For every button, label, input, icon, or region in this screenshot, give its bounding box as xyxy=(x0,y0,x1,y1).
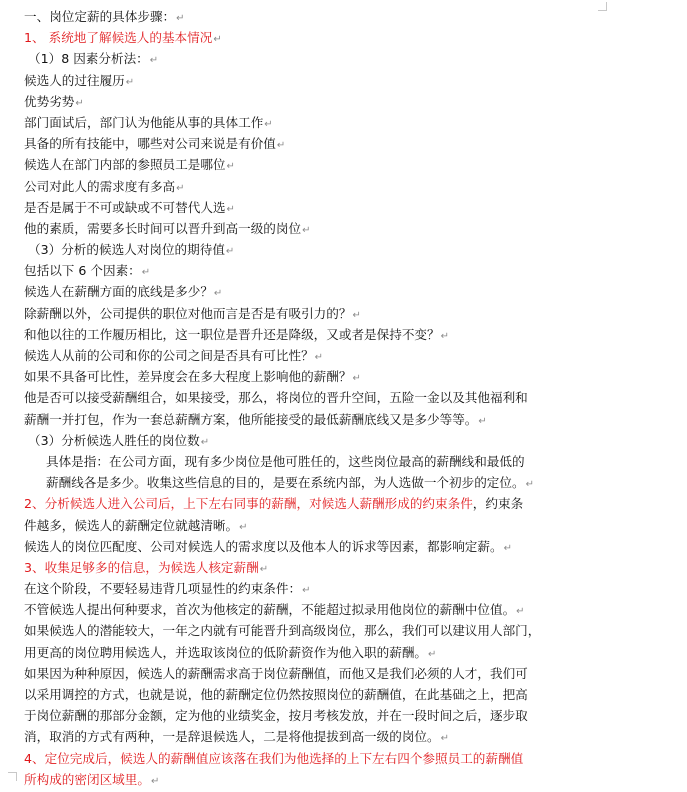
text-line xyxy=(24,112,584,133)
text-line xyxy=(24,303,584,324)
paragraph-mark-icon xyxy=(526,479,534,490)
text-line xyxy=(24,27,584,48)
line-text: 消，取消的方式有两种，一是辞退候选人，二是将他提拔到高一级的岗位。 xyxy=(24,729,440,745)
paragraph-mark-icon xyxy=(315,352,323,363)
text-line xyxy=(24,578,584,599)
paragraph-mark-icon xyxy=(516,606,524,617)
text-line xyxy=(24,472,584,493)
text-line xyxy=(24,493,584,514)
paragraph-mark-icon xyxy=(201,437,209,448)
paragraph-mark-icon xyxy=(277,140,285,151)
paragraph-mark-icon xyxy=(352,373,360,384)
line-text: 如果因为种种原因，候选人的薪酬需求高于岗位薪酬值，而他又是我们必须的人才，我们可 xyxy=(24,665,528,681)
text-line xyxy=(24,642,584,663)
text-continuation: ，约束条 xyxy=(472,496,524,512)
line-text: （3）分析的候选人对岗位的期待值 xyxy=(28,242,225,258)
paragraph-mark-icon xyxy=(75,98,83,109)
text-line xyxy=(24,48,584,69)
line-text: 薪酬一并打包，作为一套总薪酬方案，他所能接受的最低薪酬底线又是多少等等。 xyxy=(24,411,478,427)
line-text: 以采用调控的方式，也就是说，他的薪酬定位仍然按照岗位的薪酬值，在此基础之上，把高 xyxy=(24,687,528,702)
text-line xyxy=(24,769,584,790)
paragraph-mark-icon xyxy=(227,161,235,172)
paragraph-mark-icon xyxy=(151,776,159,787)
paragraph-mark-icon xyxy=(150,55,158,66)
text-line xyxy=(24,515,584,536)
paragraph-mark-icon xyxy=(227,204,235,215)
text-line xyxy=(24,6,584,27)
text-line xyxy=(24,218,584,239)
paragraph-mark-icon xyxy=(213,34,221,45)
line-text: 一、岗位定薪的具体步骤： xyxy=(24,9,176,24)
text-line xyxy=(24,324,584,345)
line-text: 不管候选人提出何种要求，首次为他核定的薪酬，不能超过拟录用他岗位的薪酬中位值。 xyxy=(24,602,516,618)
paragraph-mark-icon xyxy=(214,288,222,299)
text-line xyxy=(24,726,584,747)
line-text: 所构成的密闭区域里。 xyxy=(24,771,150,787)
line-text: 部门面试后，部门认为他能从事的具体工作 xyxy=(24,114,264,130)
line-text: 如果不具备可比性，差异度会在多大程度上影响他的薪酬？ xyxy=(24,369,352,385)
line-text: 候选人在薪酬方面的底线是多少？ xyxy=(24,284,213,300)
text-line xyxy=(24,620,584,641)
line-text: 公司对此人的需求度有多高 xyxy=(24,178,176,194)
text-line xyxy=(24,451,584,472)
line-text: 如果候选人的潜能较大，一年之内就有可能晋升到高级岗位，那么，我们可以建议用人部门， xyxy=(24,623,541,639)
text-line xyxy=(24,684,584,705)
text-line xyxy=(24,387,584,408)
line-text: 3、收集足够多的信息，为候选人核定薪酬 xyxy=(24,559,259,575)
text-line xyxy=(24,91,584,112)
line-text: 是否是属于不可或缺或不可替代人选 xyxy=(24,199,226,215)
line-text: 1、 系统地了解候选人的基本情况 xyxy=(24,30,213,46)
paragraph-mark-icon xyxy=(226,246,234,257)
text-line xyxy=(24,133,584,154)
line-text: 在这个阶段，不要轻易违背几项显性的约束条件： xyxy=(24,581,302,597)
paragraph-mark-icon xyxy=(302,225,310,236)
line-text: 薪酬线各是多少。收集这些信息的目的，是要在系统内部，为人选做一个初步的定位。 xyxy=(46,475,525,491)
line-text: （3）分析候选人胜任的岗位数 xyxy=(28,432,200,448)
line-text: 他是否可以接受薪酬组合，如果接受，那么，将岗位的晋升空间，五险一金以及其他福利和 xyxy=(24,390,528,406)
paragraph-mark-icon xyxy=(504,543,512,554)
text-line xyxy=(24,366,584,387)
paragraph-mark-icon xyxy=(264,119,272,130)
text-line xyxy=(24,281,584,302)
line-text: 具体是指：在公司方面，现有多少岗位是他可胜任的，这些岗位最高的薪酬线和最低的 xyxy=(46,453,525,469)
line-text: 和他以往的工作履历相比，这一职位是晋升还是降级，又或者是保持不变？ xyxy=(24,326,440,342)
text-line xyxy=(24,705,584,726)
line-text: 件越多，候选人的薪酬定位就越清晰。 xyxy=(24,517,239,533)
line-text: 候选人在部门内部的参照员工是哪位 xyxy=(24,157,226,173)
text-line xyxy=(24,430,584,451)
document-body xyxy=(24,6,584,790)
paragraph-mark-icon xyxy=(176,183,184,194)
line-text: 候选人的过往履历 xyxy=(24,72,125,88)
line-text: 候选人从前的公司和你的公司之间是否具有可比性？ xyxy=(24,348,314,363)
text-line xyxy=(24,260,584,281)
text-line xyxy=(24,536,584,557)
line-text: 候选人的岗位匹配度、公司对候选人的需求度以及他本人的诉求等因素，都影响定薪。 xyxy=(24,538,503,554)
text-line xyxy=(24,154,584,175)
paragraph-mark-icon xyxy=(142,267,150,278)
line-text: 4、定位完成后，候选人的薪酬值应该落在我们为他选择的上下左右四个参照员工的薪酬值 xyxy=(24,750,524,766)
text-line xyxy=(24,345,584,366)
text-line xyxy=(24,663,584,684)
paragraph-mark-icon xyxy=(302,585,310,596)
text-line xyxy=(24,557,584,578)
paragraph-mark-icon xyxy=(478,416,486,427)
paragraph-mark-icon xyxy=(428,649,436,660)
line-text: 除薪酬以外，公司提供的职位对他而言是否是有吸引力的？ xyxy=(24,305,352,321)
text-line xyxy=(24,197,584,218)
paragraph-mark-icon xyxy=(126,77,134,88)
text-line xyxy=(24,70,584,91)
margin-marker xyxy=(598,2,607,11)
text-line xyxy=(24,239,584,260)
line-text: （1）8 因素分析法： xyxy=(28,51,149,67)
line-text: 优势劣势 xyxy=(24,93,75,109)
text-line xyxy=(24,748,584,769)
text-line xyxy=(24,599,584,620)
paragraph-mark-icon xyxy=(352,310,360,321)
paragraph-mark-icon xyxy=(239,522,247,533)
paragraph-mark-icon xyxy=(441,733,449,744)
paragraph-mark-icon xyxy=(441,331,449,342)
paragraph-mark-icon xyxy=(260,564,268,575)
line-text: 包括以下 6 个因素： xyxy=(24,263,141,279)
highlighted-text: 2、分析候选人进入公司后，上下左右同事的薪酬，对候选人薪酬形成的约束条件 xyxy=(24,496,473,512)
line-text: 具备的所有技能中，哪些对公司来说是有价值 xyxy=(24,136,276,152)
line-text: 于岗位薪酬的那部分金额，定为他的业绩奖金，按月考核发放，并在一段时间之后，逐步取 xyxy=(24,708,528,724)
line-text: 用更高的岗位聘用候选人，并选取该岗位的低阶薪资作为他入职的薪酬。 xyxy=(24,644,427,660)
text-line xyxy=(24,409,584,430)
paragraph-mark-icon xyxy=(176,13,184,24)
text-line xyxy=(24,176,584,197)
margin-marker xyxy=(8,772,17,781)
line-text: 他的素质，需要多长时间可以晋升到高一级的岗位 xyxy=(24,220,302,236)
